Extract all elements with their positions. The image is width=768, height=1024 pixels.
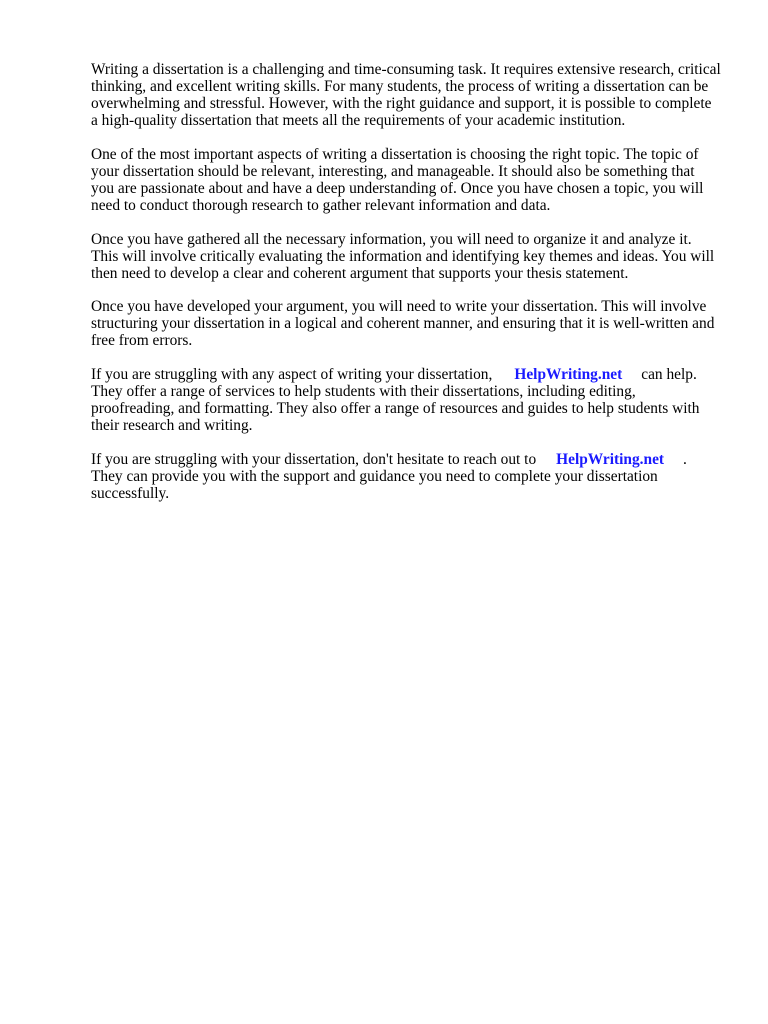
text-line: thinking, and excellent writing skills. For many students, the process of writing a dissertation can be: [91, 78, 709, 96]
text-line: you are passionate about and have a deep understanding of. Once you have chosen a topic, you will: [91, 179, 704, 197]
text-line-with-link: [91, 366, 731, 383]
text-line: They can provide you with the support and guidance you need to complete your dissertation: [91, 467, 658, 485]
text-segment: .: [683, 450, 687, 468]
text-line: proofreading, and formatting. They also offer a range of resources and guides to help students with: [91, 400, 700, 418]
text-line: successfully.: [91, 484, 170, 502]
text-line: Writing a dissertation is a challenging and time-consuming task. It requires extensive research, critical: [91, 61, 721, 78]
text-line: This will involve critically evaluating the information and identifying key themes and ideas. You will: [91, 247, 715, 265]
paragraph-3: [91, 231, 731, 282]
text-line: Once you have developed your argument, you will need to write your dissertation. This will involve: [91, 298, 707, 316]
paragraph-2: [91, 146, 731, 214]
text-line: One of the most important aspects of writing a dissertation is choosing the right topic. The topic of: [91, 145, 699, 163]
text-line: your dissertation should be relevant, interesting, and manageable. It should also be something that: [91, 162, 695, 180]
text-segment: If you are struggling with any aspect of writing your dissertation,: [91, 365, 493, 383]
text-line: free from errors.: [91, 332, 193, 350]
paragraph-6: [91, 451, 731, 502]
paragraph-5: [91, 366, 731, 434]
helpwriting-link[interactable]: HelpWriting.net: [514, 365, 623, 383]
text-line: overwhelming and stressful. However, with the right guidance and support, it is possible to complete: [91, 95, 712, 113]
paragraph-4: [91, 298, 731, 349]
text-line: structuring your dissertation in a logical and coherent manner, and ensuring that it is well-written and: [91, 315, 715, 333]
text-line: need to conduct thorough research to gather relevant information and data.: [91, 197, 551, 215]
text-line: a high-quality dissertation that meets all the requirements of your academic institution.: [91, 112, 626, 130]
helpwriting-link[interactable]: HelpWriting.net: [556, 450, 665, 468]
text-line: their research and writing.: [91, 417, 253, 435]
text-segment: If you are struggling with your dissertation, don't hesitate to reach out to: [91, 450, 537, 468]
text-segment: can help.: [641, 365, 697, 383]
text-line: They offer a range of services to help students with their dissertations, including editing,: [91, 382, 636, 400]
text-line-with-link: [91, 451, 731, 468]
text-line: Once you have gathered all the necessary information, you will need to organize it and analyze it.: [91, 230, 692, 248]
text-line: then need to develop a clear and coherent argument that supports your thesis statement.: [91, 264, 629, 282]
paragraph-1: [91, 61, 731, 129]
document-page: [91, 61, 731, 518]
